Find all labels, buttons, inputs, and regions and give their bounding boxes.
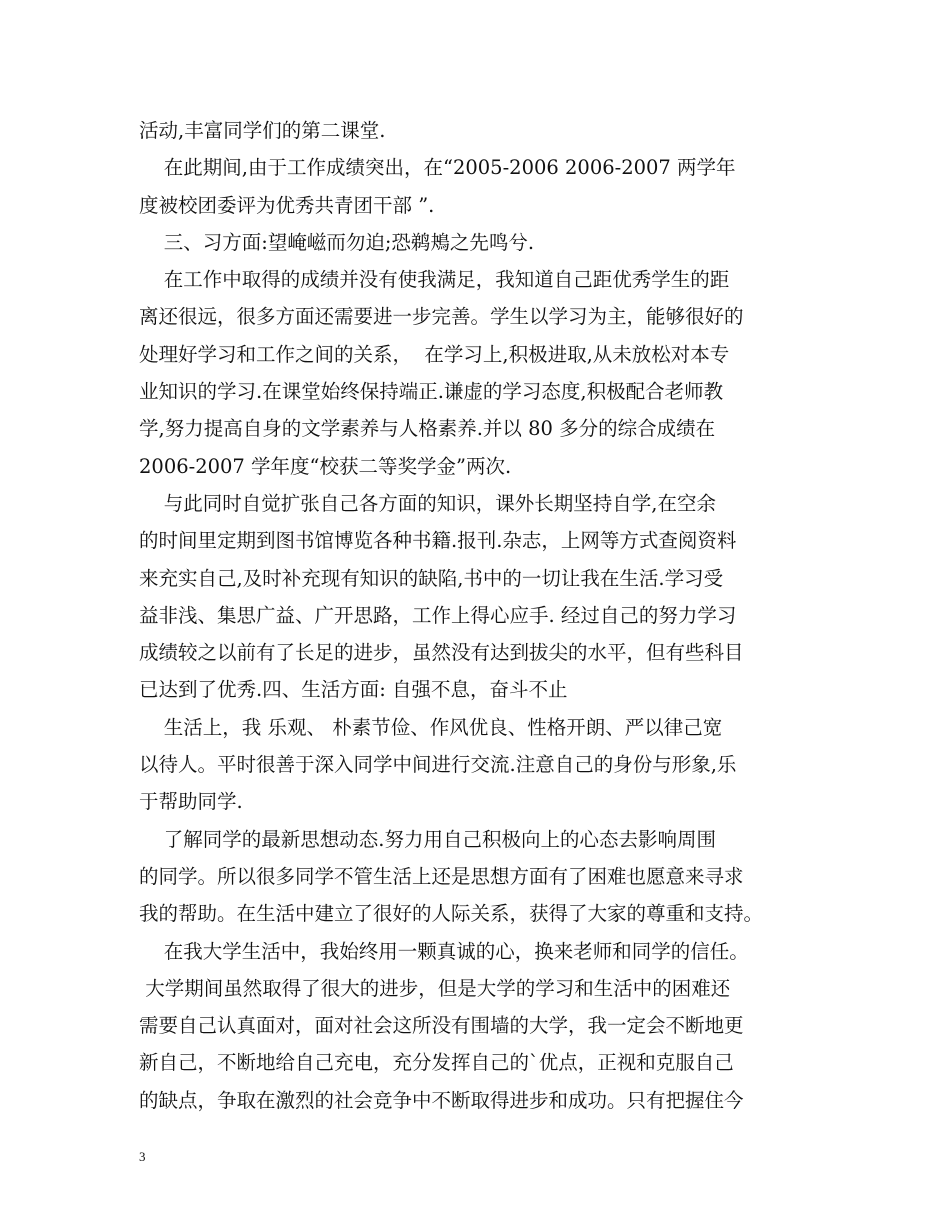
text-line: 新自己，不断地给自己充电，充分发挥自己的`优点，正视和克服自己 — [139, 1051, 734, 1075]
text-line: 的同学。所以很多同学不管生活上还是思想方面有了困难也愿意来寻求 — [139, 864, 744, 888]
text-line: 2006-2007 学年度“校获二等奖学金”两次. — [139, 454, 512, 478]
text-line: 业知识的学习.在课堂始终保持端正.谦虚的学习态度,积极配合老师教 — [139, 380, 724, 404]
text-line: 离还很远，很多方面还需要进一步完善。学生以学习为主，能够很好的 — [139, 305, 744, 329]
text-line: 学,努力提高自身的文学素养与人格素养.并以 80 多分的综合成绩在 — [139, 417, 716, 441]
text-line: 活动,丰富同学们的第二课堂. — [139, 119, 386, 142]
text-line: 我的帮助。在生活中建立了很好的人际关系，获得了大家的尊重和支持。 — [139, 902, 764, 926]
page-number: 3 — [139, 1149, 146, 1164]
text-line: 以待人。平时很善于深入同学中间进行交流.注意自己的身份与形象,乐 — [139, 753, 737, 777]
text-line: 的缺点，争取在激烈的社会竞争中不断取得进步和成功。只有把握住今 — [139, 1088, 744, 1112]
text-line: 已达到了优秀.四、生活方面: 自强不息，奋斗不止 — [139, 678, 568, 702]
text-line: 与此同时自觉扩张自己各方面的知识，课外长期坚持自学,在空余 — [139, 491, 716, 515]
text-line: 生活上，我 乐观、 朴素节俭、作风优良、性格开朗、严以律己宽 — [139, 715, 723, 739]
body-text — [139, 112, 819, 1119]
text-line: 益非浅、集思广益、广开思路，工作上得心应手. 经过自己的努力学习 — [139, 603, 737, 627]
text-line: 的时间里定期到图书馆博览各种书籍.报刊.杂志，上网等方式查阅资料 — [139, 529, 737, 553]
text-line: 三、习方面:望崦嵫而勿迫;恐鹈鴂之先鸣兮. — [139, 230, 535, 254]
text-line: 需要自己认真面对，面对社会这所没有围墙的大学，我一定会不断地更 — [139, 1014, 744, 1038]
text-line: 在此期间,由于工作成绩突出，在“2005-2006 2006-2007 两学年 — [139, 156, 736, 180]
text-line: 处理好学习和工作之间的关系， 在学习上,积极进取,从未放松对本专 — [139, 342, 730, 366]
text-line: 大学期间虽然取得了很大的进步，但是大学的学习和生活中的困难还 — [139, 976, 731, 1000]
text-line: 在工作中取得的成绩并没有使我满足，我知道自己距优秀学生的距 — [139, 268, 730, 292]
text-line: 成绩较之以前有了长足的进步，虽然没有达到拔尖的水平，但有些科目 — [139, 641, 744, 665]
text-line: 来充实自己,及时补充现有知识的缺陷,书中的一切让我在生活.学习受 — [139, 566, 724, 590]
text-line: 于帮助同学. — [139, 790, 243, 814]
text-line: 度被校团委评为优秀共青团干部 ”. — [139, 193, 435, 217]
text-line: 了解同学的最新思想动态.努力用自己积极向上的心态去影响周围 — [139, 827, 716, 851]
text-line: 在我大学生活中，我始终用一颗真诚的心，换来老师和同学的信任。 — [139, 939, 749, 963]
